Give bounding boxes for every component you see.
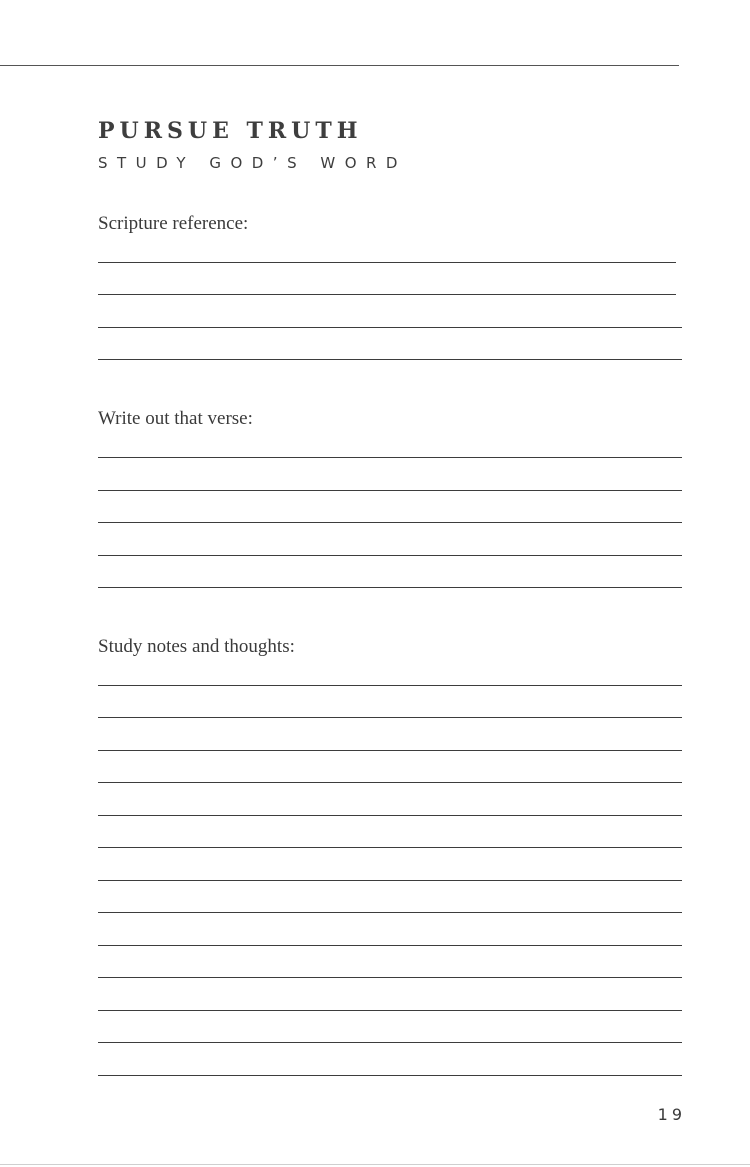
study-notes-line-5[interactable] bbox=[98, 815, 682, 816]
study-notes-line-13[interactable] bbox=[98, 1075, 682, 1076]
page-number: 19 bbox=[657, 1105, 686, 1124]
study-notes-line-4[interactable] bbox=[98, 782, 682, 783]
study-notes-line-3[interactable] bbox=[98, 750, 682, 751]
page-subtitle: STUDY GOD’S WORD bbox=[98, 154, 407, 172]
study-notes-line-7[interactable] bbox=[98, 880, 682, 881]
study-notes-line-1[interactable] bbox=[98, 685, 682, 686]
study-notes-line-8[interactable] bbox=[98, 912, 682, 913]
page-title: PURSUE TRUTH bbox=[98, 118, 363, 144]
scripture-reference-line-1[interactable] bbox=[98, 262, 676, 263]
write-verse-line-3[interactable] bbox=[98, 522, 682, 523]
scripture-reference-label: Scripture reference: bbox=[98, 213, 249, 234]
bottom-divider bbox=[0, 1164, 750, 1165]
study-notes-line-11[interactable] bbox=[98, 1010, 682, 1011]
write-verse-line-2[interactable] bbox=[98, 490, 682, 491]
study-notes-line-12[interactable] bbox=[98, 1042, 682, 1043]
study-notes-line-6[interactable] bbox=[98, 847, 682, 848]
top-divider bbox=[0, 65, 679, 66]
scripture-reference-line-4[interactable] bbox=[98, 359, 682, 360]
write-verse-line-4[interactable] bbox=[98, 555, 682, 556]
study-notes-line-2[interactable] bbox=[98, 717, 682, 718]
study-notes-line-10[interactable] bbox=[98, 977, 682, 978]
write-verse-label: Write out that verse: bbox=[98, 408, 253, 429]
scripture-reference-line-3[interactable] bbox=[98, 327, 682, 328]
study-notes-label: Study notes and thoughts: bbox=[98, 636, 295, 657]
write-verse-line-1[interactable] bbox=[98, 457, 682, 458]
scripture-reference-line-2[interactable] bbox=[98, 294, 676, 295]
study-notes-line-9[interactable] bbox=[98, 945, 682, 946]
write-verse-line-5[interactable] bbox=[98, 587, 682, 588]
